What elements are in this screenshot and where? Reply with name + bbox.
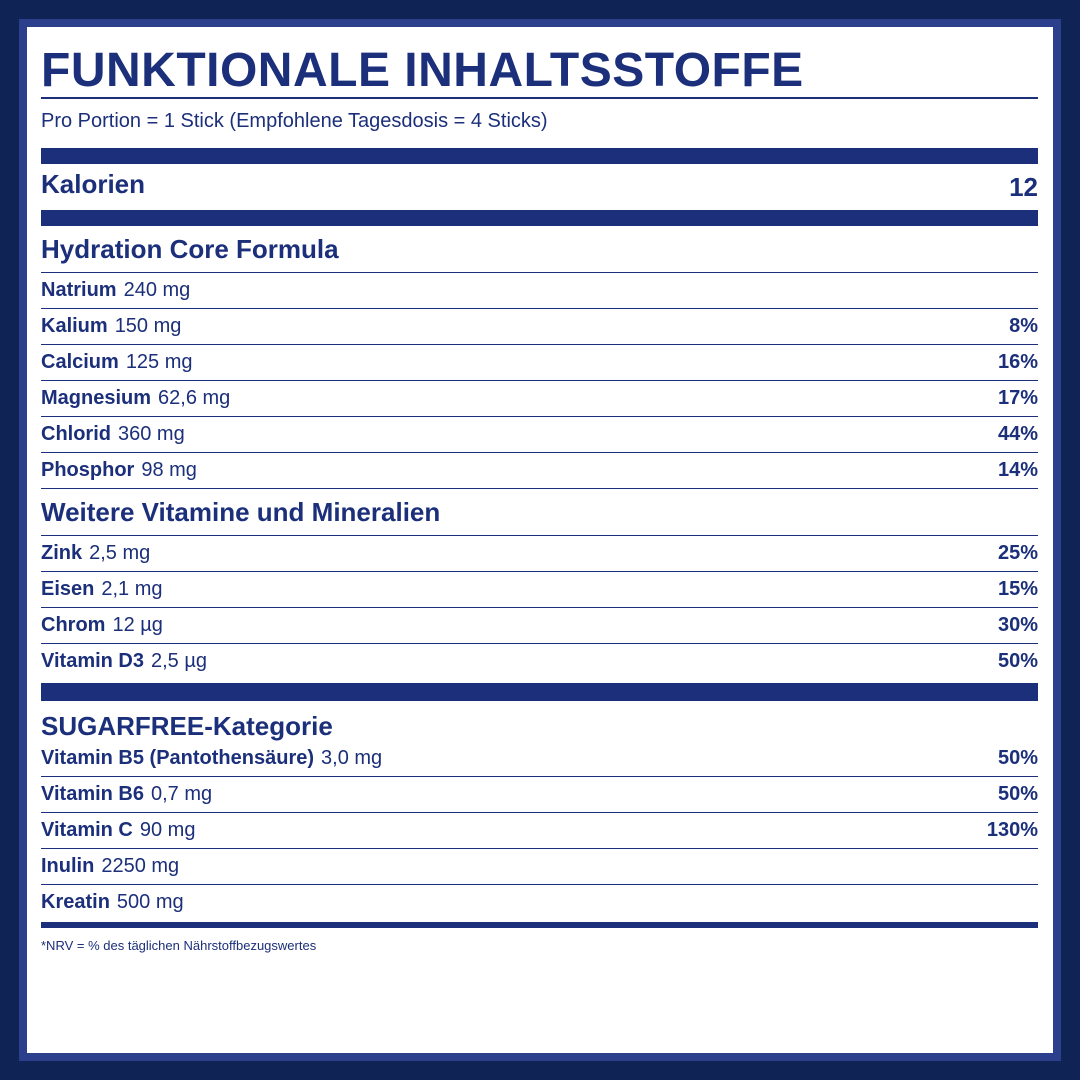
nutrient-row: [41, 776, 1038, 812]
nutrient-name: Kreatin: [41, 891, 110, 913]
calories-row: [41, 164, 1038, 210]
nutrient-label-group: [41, 891, 184, 914]
nutrient-label-group: [41, 747, 382, 770]
nutrient-name: Phosphor: [41, 459, 135, 481]
nutrient-name: Magnesium: [41, 387, 152, 409]
divider-bar: [41, 210, 1038, 226]
nutrient-percent: 15%: [997, 578, 1038, 600]
nutrient-name: Eisen: [41, 578, 95, 600]
calories-label: Kalorien: [41, 169, 146, 199]
nutrient-amount: 2,1 mg: [101, 578, 163, 600]
divider-bar: [41, 148, 1038, 164]
nutrient-row: [41, 571, 1038, 607]
nutrient-label-group: [41, 783, 212, 806]
nutrient-row: [41, 812, 1038, 848]
nutrient-label-group: [41, 542, 150, 565]
nutrient-percent: 130%: [986, 819, 1038, 841]
nutrient-percent: 50%: [997, 783, 1038, 805]
nutrient-amount: 3,0 mg: [321, 747, 383, 769]
calories-value: 12: [1009, 172, 1038, 202]
nutrient-row: [41, 884, 1038, 920]
nutrient-percent: 17%: [997, 387, 1038, 409]
section-heading-vitamins: Weitere Vitamine und Mineralien: [41, 488, 1038, 535]
panel-content: [41, 27, 1038, 953]
nutrient-percent: 50%: [997, 650, 1038, 672]
nutrient-row: [41, 607, 1038, 643]
nutrient-row: [41, 848, 1038, 884]
nutrient-row: [41, 344, 1038, 380]
nutrient-percent: 16%: [997, 351, 1038, 373]
nutrient-amount: 150 mg: [114, 315, 182, 337]
nutrient-amount: 98 mg: [141, 459, 197, 481]
nutrient-name: Vitamin B5 (Pantothensäure): [41, 747, 315, 769]
nutrient-amount: 12 µg: [112, 614, 163, 636]
serving-info: Pro Portion = 1 Stick (Empfohlene Tagesdosis = 4 Sticks): [41, 110, 548, 132]
nutrient-name: Vitamin C: [41, 819, 133, 841]
section-heading-sugarfree: SUGARFREE-Kategorie: [41, 711, 333, 741]
nutrient-amount: 62,6 mg: [158, 387, 231, 409]
nutrient-percent: 50%: [997, 747, 1038, 769]
page-title: FUNKTIONALE INHALTSSTOFFE: [41, 44, 804, 97]
section-heading-hydration: Hydration Core Formula: [41, 234, 339, 264]
nutrient-label-group: [41, 650, 207, 673]
nutrient-percent: 25%: [997, 542, 1038, 564]
nutrient-name: Vitamin D3: [41, 650, 144, 672]
nutrient-amount: 240 mg: [123, 279, 191, 301]
vitamins-list: [41, 535, 1038, 679]
title-divider: [41, 97, 1038, 99]
nutrient-name: Inulin: [41, 855, 95, 877]
nutrient-row: [41, 308, 1038, 344]
sugarfree-list: [41, 741, 1038, 920]
nutrition-panel: [27, 27, 1053, 1053]
nutrient-row: [41, 272, 1038, 308]
nutrient-name: Zink: [41, 542, 83, 564]
footnote: *NRV = % des täglichen Nährstoffbezugswertes: [41, 938, 317, 953]
nutrient-name: Chlorid: [41, 423, 111, 445]
nutrient-amount: 90 mg: [139, 819, 196, 841]
nutrient-label-group: [41, 315, 181, 338]
hydration-list: [41, 272, 1038, 488]
divider-bar: [41, 922, 1038, 928]
nutrient-amount: 0,7 mg: [151, 783, 213, 805]
nutrient-name: Natrium: [41, 279, 117, 301]
nutrient-amount: 2,5 µg: [151, 650, 208, 672]
nutrient-row: [41, 416, 1038, 452]
nutrient-name: Calcium: [41, 351, 119, 373]
nutrient-amount: 125 mg: [125, 351, 193, 373]
nutrient-percent: 30%: [997, 614, 1038, 636]
nutrient-amount: 500 mg: [116, 891, 184, 913]
nutrient-label-group: [41, 423, 185, 446]
nutrient-label-group: [41, 351, 193, 374]
nutrient-row: [41, 380, 1038, 416]
nutrient-row: [41, 741, 1038, 776]
nutrient-percent: 14%: [997, 459, 1038, 481]
divider-bar: [41, 683, 1038, 701]
nutrient-percent: 8%: [1009, 315, 1038, 337]
nutrient-row: [41, 535, 1038, 571]
nutrient-label-group: [41, 855, 179, 878]
nutrient-name: Vitamin B6: [41, 783, 144, 805]
nutrient-label-group: [41, 279, 190, 302]
nutrient-name: Kalium: [41, 315, 108, 337]
nutrient-amount: 360 mg: [118, 423, 185, 445]
nutrient-percent: 44%: [997, 423, 1038, 445]
nutrient-name: Chrom: [41, 614, 106, 636]
nutrient-amount: 2250 mg: [101, 855, 180, 877]
nutrient-label-group: [41, 614, 163, 637]
nutrient-row: [41, 643, 1038, 679]
nutrient-label-group: [41, 819, 195, 842]
nutrient-amount: 2,5 mg: [89, 542, 151, 564]
nutrient-label-group: [41, 459, 197, 482]
nutrient-label-group: [41, 387, 230, 410]
nutrient-label-group: [41, 578, 163, 601]
nutrient-row: [41, 452, 1038, 488]
